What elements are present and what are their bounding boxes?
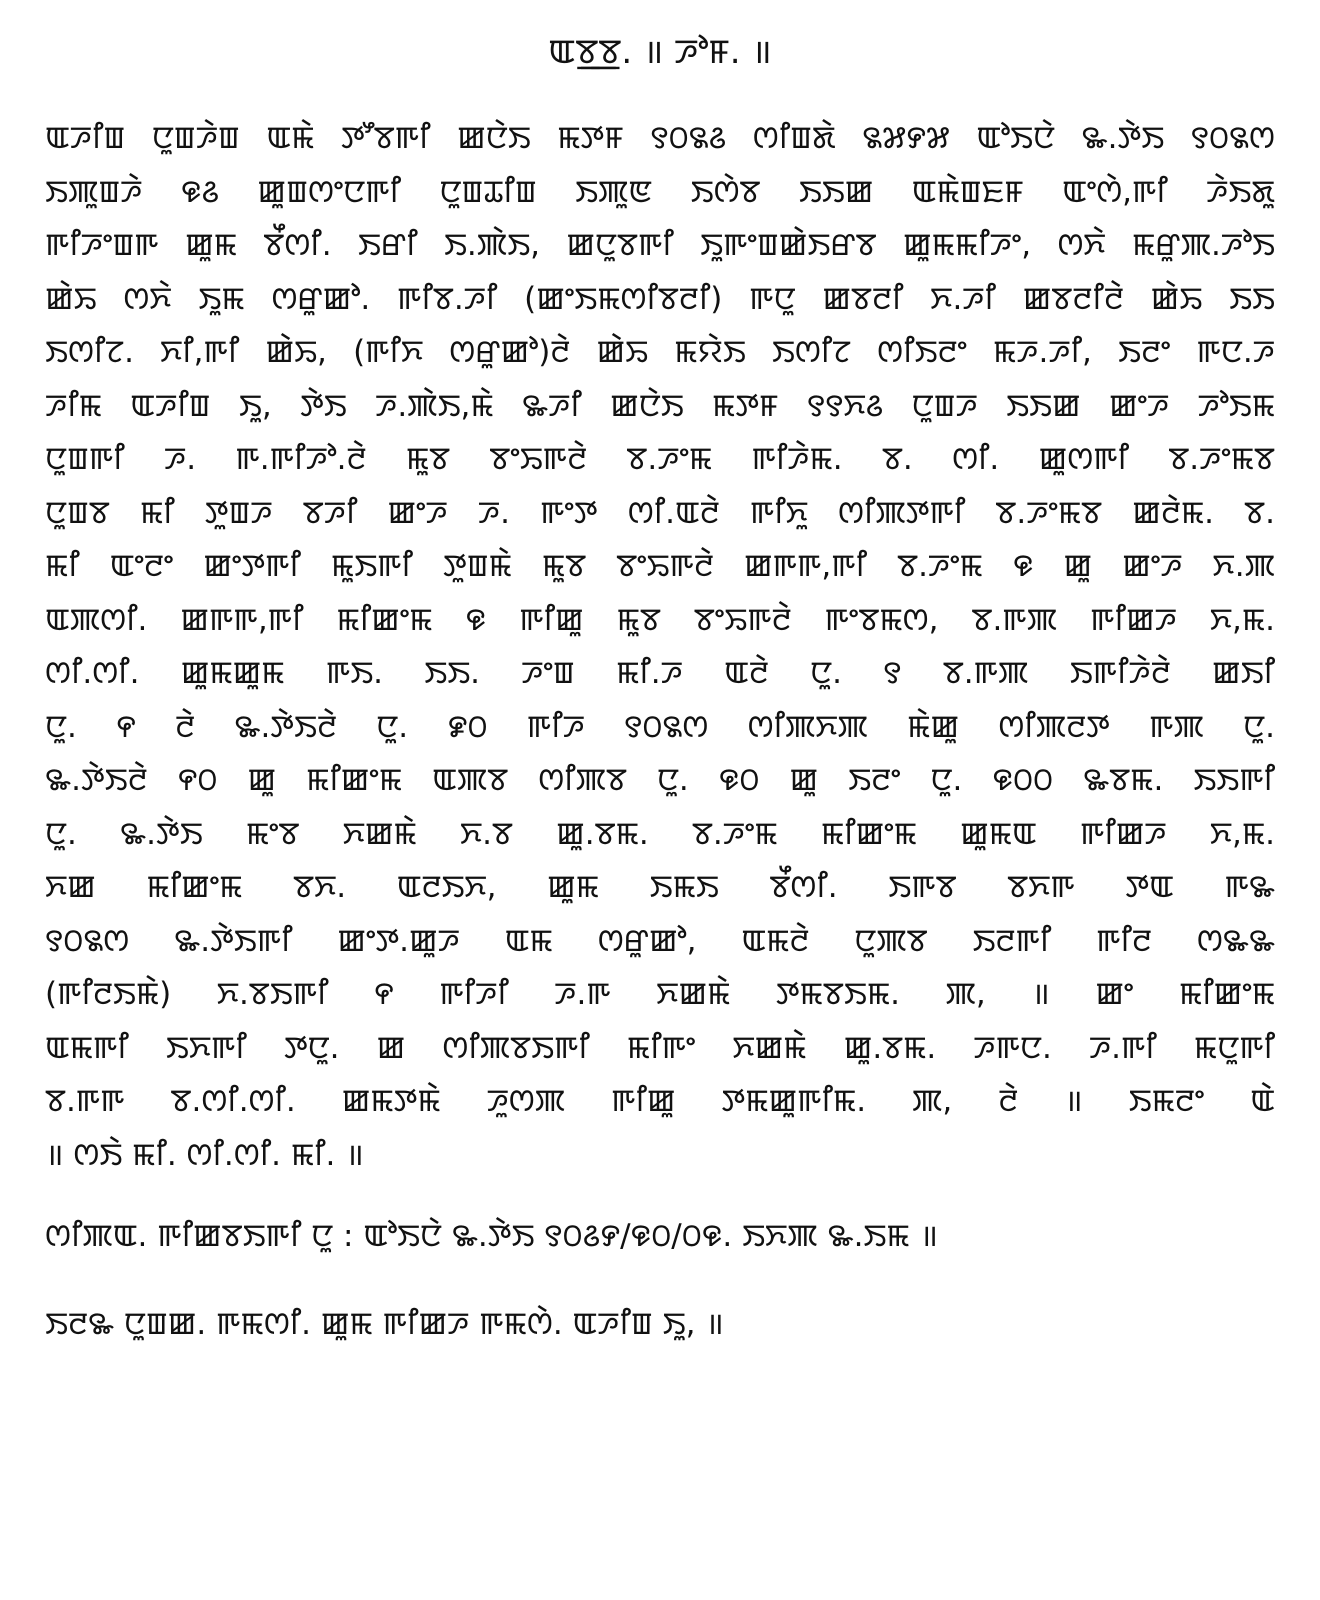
body-line: ꯑꯍꯤꯡ ꯅꯨꯡꯍꯥꯡ ꯑꯃꯥ ꯇꯧꯕꯒꯤ ꯀꯅꯥꯏ ꯃꯇꯝ ꯱꯰꯲꯴ ꯁꯤꯡꯗꯥ ꯲꯷꯸꯷ ꯑꯣꯏꯅꯥ ꯳.ꯇꯥꯏ ꯱꯰꯲ꯁ	[45, 120, 1275, 156]
body-line: ꯑꯄꯁꯤ. ꯀꯒꯒ,ꯒꯤ ꯃꯤꯀꯦꯃ ꯶ ꯒꯤꯀꯨ ꯃꯨꯕ ꯕꯦꯢꯒꯂꯥ ꯒꯦꯕꯃꯁ, ꯕ.ꯒꯄ ꯒꯤꯀꯍ ꯈ,ꯃ.	[45, 601, 1275, 638]
body-line: ꯅꯨ. ꯳.ꯇꯥꯏ ꯃꯦꯕ ꯈꯀꯃꯥ ꯈ.ꯕ ꯀꯨ.ꯕꯃ. ꯕ.ꯍꯦꯃ ꯃꯤꯀꯦꯃ ꯀꯨꯃꯑ ꯒꯤꯀꯍ ꯈ,ꯃ.	[45, 815, 1275, 852]
body-line: (ꯒꯤꯂꯏꯃꯥ) ꯈ.ꯕꯏꯒꯤ ꯵ ꯒꯤꯍꯤ ꯍ.ꯒ ꯈꯀꯃꯥ ꯇꯃꯕꯏꯃ. ꯄ, ॥ ꯀꯦ ꯃꯤꯀꯦꯃ	[45, 976, 1275, 1012]
body-line: ꯳.ꯇꯥꯏꯂꯥ ꯵꯰ ꯀꯨ ꯃꯤꯀꯦꯃ ꯑꯄꯕ ꯁꯤꯄꯕ ꯅꯨ. ꯶꯰ ꯀꯨ ꯏꯂꯦ ꯅꯨ. ꯶꯰꯰ ꯳ꯕꯃ. ꯏꯏꯒꯤ	[45, 762, 1275, 798]
body-line: ꯒꯤꯍꯦꯡꯒ ꯀꯨꯃ ꯕꯩꯁꯤ. ꯏꯔꯤ ꯏ.ꯄꯥꯏ, ꯀꯅꯨꯕꯒꯤ ꯏꯨꯒꯦꯡꯀꯥꯏꯔꯕ ꯀꯨꯃꯃꯤꯍꯦ, ꯁꯈꯥ ꯃꯔꯨꯄ.ꯍꯣꯏ	[45, 227, 1275, 263]
body-line: ꯍꯤꯃ ꯑꯍꯤꯡ ꯏꯨ, ꯇꯥꯏ ꯍ.ꯄꯥꯏ,ꯃꯥ ꯳ꯍꯤ ꯀꯅꯥꯏ ꯃꯇꯝ ꯱꯱ꯈ꯴ ꯅꯨꯡꯍ ꯏꯏꯀ ꯀꯦꯍ ꯍꯣꯏꯃ	[45, 387, 1275, 424]
document-page	[45, 30, 1275, 1351]
closing-line: ॥ ꯁꯏꯥ ꯃꯤ. ꯁꯤ.ꯁꯤ. ꯃꯤ. ॥	[45, 1136, 364, 1173]
body-line: ꯁꯤ.ꯁꯤ. ꯀꯨꯃꯀꯨꯃ ꯒꯏ. ꯏꯏ. ꯍꯦꯡ ꯃꯤ.ꯍ ꯑꯂꯥ ꯅꯨ. ꯱ ꯕ.ꯒꯄ ꯏꯒꯤꯍꯥꯂꯥ ꯀꯏꯤ	[45, 655, 1275, 691]
body-line: ꯈꯀ ꯃꯤꯀꯦꯃ ꯕꯈ. ꯑꯂꯏꯈ, ꯀꯨꯃ ꯏꯃꯏ ꯕꯩꯁꯤ. ꯏꯒꯕ ꯕꯈꯒ ꯇꯑ ꯒ꯳	[45, 869, 1275, 905]
publisher-line: ꯏꯂ꯳ ꯅꯨꯡꯀ. ꯒꯃꯁꯤ. ꯀꯨꯃ ꯒꯤꯀꯍ ꯒꯃꯁꯥ. ꯑꯍꯤꯡ ꯏꯨ, ॥	[45, 1305, 724, 1342]
body-line: ꯏꯄꯨꯡꯍꯥ ꯶꯴ ꯀꯨꯡꯁꯦꯅꯒꯤ ꯅꯨꯡꯊꯤꯡ ꯏꯄꯨꯟ ꯏꯁꯥꯕ ꯏꯏꯀ ꯑꯃꯥꯡꯐꯝ ꯑꯦꯁꯥ,ꯒꯤ ꯍꯥꯏꯗꯨ	[45, 173, 1275, 210]
body-line: ꯱꯰꯲ꯁ ꯳.ꯇꯥꯏꯒꯤ ꯀꯦꯇ.ꯀꯨꯍ ꯑꯃ ꯁꯔꯨꯀꯣ, ꯑꯃꯂꯥ ꯅꯨꯄꯕ ꯏꯂꯒꯤ ꯒꯤꯂ ꯁ꯳꯳	[45, 922, 1275, 959]
signature-line: ꯁꯤꯄꯑ. ꯒꯤꯀꯕꯏꯒꯤ ꯅꯨ : ꯑꯣꯏꯅꯥ ꯳.ꯇꯥꯏ ꯱꯰꯴꯸/꯶꯰/꯰꯶. ꯏꯈꯄ ꯳.ꯏꯃ ॥	[45, 1218, 939, 1254]
body-paragraph	[45, 112, 1275, 1182]
body-line: ꯅꯨꯡꯒꯤ ꯍ. ꯒ.ꯒꯤꯍꯣ.ꯂꯥ ꯃꯨꯕ ꯕꯦꯢꯒꯂꯥ ꯕ.ꯍꯦꯃ ꯒꯤꯍꯥꯃ. ꯕ. ꯁꯤ. ꯀꯨꯁꯒꯤ ꯕ.ꯍꯦꯃꯕ	[45, 441, 1275, 477]
body-line: ꯅꯨ. ꯵ ꯂꯥ ꯳.ꯇꯥꯏꯂꯥ ꯅꯨ. ꯹꯰ ꯒꯤꯍ ꯱꯰꯲ꯁ ꯁꯤꯄꯈꯄ ꯃꯥꯀꯨ ꯁꯤꯄꯂꯇ ꯒꯄ ꯅꯨ.	[45, 708, 1275, 745]
body-line: ꯅꯨꯡꯕ ꯃꯤ ꯇꯨꯡꯍ ꯕꯍꯤ ꯀꯦꯍ ꯍ. ꯒꯦꯇ ꯁꯤ.ꯑꯂꯥ ꯒꯤꯈꯨ ꯁꯤꯄꯇꯒꯤ ꯕ.ꯍꯦꯃꯕ ꯀꯂꯥꯃ. ꯕ.	[45, 494, 1275, 531]
body-line: ꯏꯁꯤꯖ. ꯈꯤ,ꯒꯤ ꯀꯥꯢ, (ꯒꯤꯈ ꯁꯔꯨꯀꯣ)ꯂꯥ ꯀꯥꯢ ꯃꯌꯥꯏ ꯏꯁꯤꯖ ꯁꯤꯏꯂꯦ ꯃꯍ.ꯍꯤ, ꯏꯂꯦ ꯒꯅ.ꯍ	[45, 334, 1275, 370]
page-title: ꯑꯕ꯭ꯕ. ॥ ꯍꯣꯝ. ॥	[548, 32, 772, 72]
body-line: ꯑꯃꯒꯤ ꯏꯈꯒꯤ ꯇꯅꯨ. ꯀ ꯁꯤꯄꯕꯏꯒꯤ ꯃꯤꯒꯦ ꯈꯀꯃꯥ ꯀꯨ.ꯕꯃ. ꯍꯒꯅ. ꯍ.ꯒꯤ ꯃꯅꯨꯒꯤ	[45, 1029, 1275, 1066]
body-line: ꯃꯤ ꯑꯦꯂꯦ ꯀꯦꯇꯒꯤ ꯃꯨꯏꯒꯤ ꯇꯨꯡꯃꯥ ꯃꯨꯕ ꯕꯦꯢꯒꯂꯥ ꯀꯒꯒ,ꯒꯤ ꯕ.ꯍꯦꯃ ꯶ ꯀꯨ ꯀꯦꯍ ꯈ.ꯄ	[45, 548, 1275, 584]
body-line: ꯕ.ꯒꯒ ꯕ.ꯁꯤ.ꯁꯤ. ꯀꯃꯇꯃꯥ ꯍꯨꯁꯄ ꯒꯤꯀꯨ ꯇꯃꯀꯨꯒꯤꯃ. ꯄ, ꯂꯥ ॥ ꯏꯃꯂꯦ ꯑꯥ	[45, 1083, 1275, 1119]
body-line: ꯀꯥꯢ ꯁꯈꯥ ꯏꯨꯃ ꯁꯔꯨꯀꯣ. ꯒꯤꯕ.ꯍꯤ (ꯀꯦꯏꯃꯁꯤꯕꯂꯤ) ꯒꯅꯨ ꯀꯕꯂꯤ ꯈ.ꯍꯤ ꯀꯕꯂꯤꯂꯥ ꯀꯥꯢ ꯏꯏ	[45, 280, 1275, 317]
